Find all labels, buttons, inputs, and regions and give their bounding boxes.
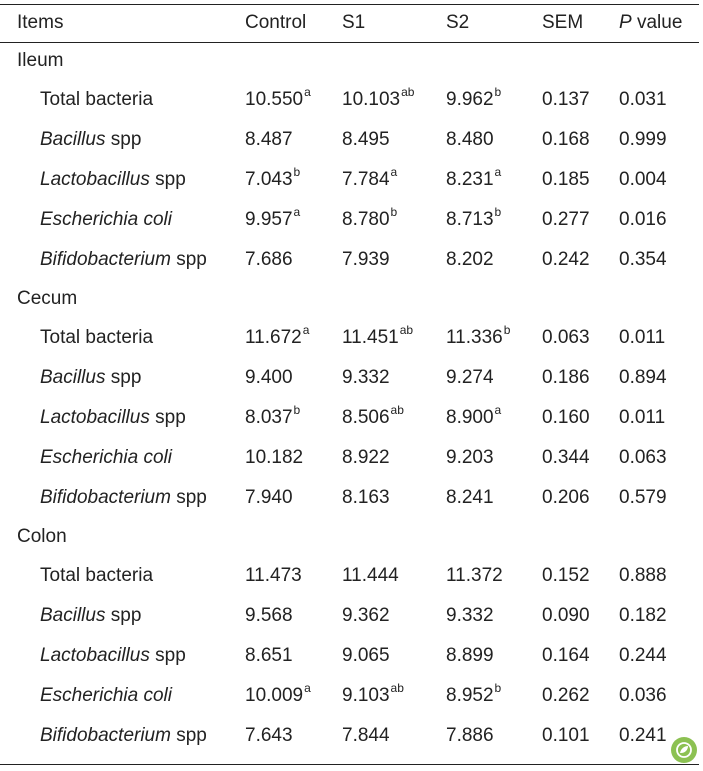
s1-superscript: a xyxy=(390,165,398,179)
control-superscript: a xyxy=(304,85,311,99)
item-cell xyxy=(0,636,245,676)
header-control: Control xyxy=(245,12,307,33)
s2-cell xyxy=(446,676,542,716)
p-value-cell: 0.016 xyxy=(619,209,667,230)
s2-cell xyxy=(446,398,542,438)
header-p-value xyxy=(619,4,699,42)
table-row xyxy=(0,556,699,596)
p-value-cell: 0.063 xyxy=(619,447,667,468)
s2-value: 11.336 xyxy=(446,327,503,348)
item-genus: Bifidobacterium xyxy=(40,725,171,746)
p-value-cell: 0.036 xyxy=(619,685,667,706)
control-value: 7.686 xyxy=(245,249,293,270)
item-genus: Bifidobacterium xyxy=(40,249,171,270)
item-suffix: spp xyxy=(149,645,186,666)
s1-superscript: ab xyxy=(390,681,404,695)
s2-value: 8.900 xyxy=(446,407,494,428)
s2-cell xyxy=(446,438,542,478)
header-p-rest: value xyxy=(631,12,683,33)
s2-value: 9.962 xyxy=(446,89,494,110)
s2-value: 8.713 xyxy=(446,209,494,230)
control-cell xyxy=(245,716,342,756)
table-row xyxy=(0,80,699,120)
control-value: 7.643 xyxy=(245,725,293,746)
sem-cell: 0.242 xyxy=(542,249,590,270)
s1-superscript: ab xyxy=(401,85,415,99)
item-genus: Lactobacillus xyxy=(40,169,150,190)
p-value-cell: 0.999 xyxy=(619,129,667,150)
p-value-cell: 0.031 xyxy=(619,89,667,110)
header-p-italic: P xyxy=(619,12,632,33)
item-suffix: spp xyxy=(105,129,142,150)
control-cell xyxy=(245,636,342,676)
table-row xyxy=(0,478,699,518)
s1-value: 7.939 xyxy=(342,249,390,270)
item-cell xyxy=(0,358,245,398)
item-suffix: spp xyxy=(149,169,186,190)
s2-value: 8.231 xyxy=(446,169,494,190)
s2-cell xyxy=(446,716,542,756)
table-row xyxy=(0,676,699,716)
s1-value: 7.844 xyxy=(342,725,390,746)
section-row xyxy=(0,42,699,80)
table-row xyxy=(0,398,699,438)
control-value: 11.473 xyxy=(245,565,302,586)
section-label: Colon xyxy=(17,526,67,547)
s2-value: 8.952 xyxy=(446,685,494,706)
p-value-cell: 0.182 xyxy=(619,605,667,626)
table-row xyxy=(0,596,699,636)
item-cell xyxy=(0,80,245,120)
item-cell xyxy=(0,200,245,240)
s2-cell xyxy=(446,160,542,200)
sem-cell: 0.160 xyxy=(542,407,590,428)
header-s1: S1 xyxy=(342,12,366,33)
s1-cell xyxy=(342,358,446,398)
s1-cell xyxy=(342,596,446,636)
s1-value: 11.451 xyxy=(342,327,399,348)
control-cell xyxy=(245,120,342,160)
control-cell xyxy=(245,676,342,716)
control-cell xyxy=(245,438,342,478)
table-row xyxy=(0,358,699,398)
item-genus: Escherichia coli xyxy=(40,209,172,230)
control-value: 9.568 xyxy=(245,605,293,626)
control-value: 9.400 xyxy=(245,367,293,388)
s1-superscript: ab xyxy=(390,403,404,417)
s2-value: 8.202 xyxy=(446,249,494,270)
item-cell xyxy=(0,318,245,358)
sem-cell: 0.137 xyxy=(542,89,590,110)
p-value-cell: 0.894 xyxy=(619,367,667,388)
s1-value: 9.362 xyxy=(342,605,390,626)
p-value-cell: 0.011 xyxy=(619,407,666,428)
table-row xyxy=(0,636,699,676)
s1-value: 8.922 xyxy=(342,447,390,468)
sem-cell: 0.186 xyxy=(542,367,590,388)
p-value-cell: 0.888 xyxy=(619,565,667,586)
control-value: 9.957 xyxy=(245,209,293,230)
s1-value: 10.103 xyxy=(342,89,401,110)
s1-cell xyxy=(342,160,446,200)
control-cell xyxy=(245,596,342,636)
item-name: Total bacteria xyxy=(40,89,154,110)
control-value: 10.009 xyxy=(245,685,304,706)
s1-cell xyxy=(342,676,446,716)
control-cell xyxy=(245,200,342,240)
s2-cell xyxy=(446,200,542,240)
s2-cell xyxy=(446,240,542,280)
control-value: 7.043 xyxy=(245,169,293,190)
springer-leaf-icon xyxy=(671,737,697,763)
control-cell xyxy=(245,398,342,438)
item-genus: Escherichia coli xyxy=(40,447,172,468)
s1-value: 8.780 xyxy=(342,209,390,230)
p-value-cell: 0.579 xyxy=(619,487,667,508)
s1-cell xyxy=(342,240,446,280)
s2-cell xyxy=(446,358,542,398)
control-cell xyxy=(245,478,342,518)
table-row xyxy=(0,318,699,358)
s2-cell xyxy=(446,636,542,676)
section-label: Ileum xyxy=(17,50,64,71)
item-genus: Bifidobacterium xyxy=(40,487,171,508)
table-bottom-rule xyxy=(0,764,699,765)
s2-cell xyxy=(446,478,542,518)
s2-superscript: a xyxy=(494,403,502,417)
header-sem: SEM xyxy=(542,12,584,33)
item-genus: Bacillus xyxy=(40,605,106,626)
sem-cell: 0.063 xyxy=(542,327,590,348)
item-cell xyxy=(0,398,245,438)
s1-cell xyxy=(342,120,446,160)
item-suffix: spp xyxy=(149,407,186,428)
sem-cell: 0.277 xyxy=(542,209,590,230)
control-superscript: a xyxy=(293,205,301,219)
sem-cell: 0.185 xyxy=(542,169,590,190)
item-cell xyxy=(0,240,245,280)
s1-cell xyxy=(342,80,446,120)
data-table xyxy=(0,4,699,756)
s1-cell xyxy=(342,636,446,676)
s2-value: 9.203 xyxy=(446,447,494,468)
item-cell xyxy=(0,556,245,596)
s1-cell xyxy=(342,556,446,596)
table-row xyxy=(0,200,699,240)
control-cell xyxy=(245,556,342,596)
s2-value: 11.372 xyxy=(446,565,503,586)
item-genus: Bacillus xyxy=(40,367,106,388)
s2-value: 9.274 xyxy=(446,367,494,388)
item-genus: Lactobacillus xyxy=(40,645,150,666)
sem-cell: 0.344 xyxy=(542,447,590,468)
control-value: 8.487 xyxy=(245,129,293,150)
control-cell xyxy=(245,358,342,398)
s1-cell xyxy=(342,478,446,518)
p-value-cell: 0.241 xyxy=(619,725,667,746)
item-cell xyxy=(0,716,245,756)
s2-value: 8.899 xyxy=(446,645,494,666)
s2-superscript: b xyxy=(503,323,511,337)
sem-cell: 0.152 xyxy=(542,565,590,586)
control-cell xyxy=(245,318,342,358)
section-label: Cecum xyxy=(17,288,78,309)
sem-cell: 0.090 xyxy=(542,605,590,626)
table-row xyxy=(0,240,699,280)
p-value-cell: 0.354 xyxy=(619,249,667,270)
sem-cell: 0.164 xyxy=(542,645,590,666)
s1-cell xyxy=(342,318,446,358)
item-genus: Escherichia coli xyxy=(40,685,172,706)
s1-value: 9.103 xyxy=(342,685,390,706)
s2-superscript: a xyxy=(494,165,502,179)
s1-superscript: b xyxy=(390,205,398,219)
control-value: 7.940 xyxy=(245,487,293,508)
s2-cell xyxy=(446,80,542,120)
s2-cell xyxy=(446,120,542,160)
s1-value: 7.784 xyxy=(342,169,390,190)
table-row xyxy=(0,160,699,200)
s2-value: 9.332 xyxy=(446,605,494,626)
s1-cell xyxy=(342,200,446,240)
item-cell xyxy=(0,676,245,716)
sem-cell: 0.206 xyxy=(542,487,590,508)
table-header-row xyxy=(0,4,699,42)
item-suffix: spp xyxy=(170,725,207,746)
control-superscript: b xyxy=(293,165,301,179)
table-row xyxy=(0,438,699,478)
item-suffix: spp xyxy=(105,605,142,626)
p-value-cell: 0.011 xyxy=(619,327,666,348)
item-genus: Lactobacillus xyxy=(40,407,150,428)
item-cell xyxy=(0,160,245,200)
s2-cell xyxy=(446,318,542,358)
control-value: 10.550 xyxy=(245,89,304,110)
sem-cell: 0.168 xyxy=(542,129,590,150)
s2-value: 8.480 xyxy=(446,129,494,150)
table-row xyxy=(0,716,699,756)
control-superscript: a xyxy=(302,323,310,337)
control-cell xyxy=(245,240,342,280)
control-value: 8.037 xyxy=(245,407,293,428)
s1-value: 9.332 xyxy=(342,367,390,388)
s2-value: 7.886 xyxy=(446,725,494,746)
s1-cell xyxy=(342,438,446,478)
p-value-cell: 0.004 xyxy=(619,169,667,190)
sem-cell: 0.262 xyxy=(542,685,590,706)
s1-cell xyxy=(342,716,446,756)
control-cell xyxy=(245,160,342,200)
item-cell xyxy=(0,438,245,478)
section-row xyxy=(0,280,699,318)
item-cell xyxy=(0,478,245,518)
item-suffix: spp xyxy=(105,367,142,388)
s1-value: 8.506 xyxy=(342,407,390,428)
s2-superscript: b xyxy=(494,205,502,219)
item-genus: Bacillus xyxy=(40,129,106,150)
s2-value: 8.241 xyxy=(446,487,494,508)
section-row xyxy=(0,518,699,556)
s2-cell xyxy=(446,596,542,636)
item-cell xyxy=(0,120,245,160)
s2-cell xyxy=(446,556,542,596)
header-items: Items xyxy=(17,12,64,33)
leaf-glyph-icon xyxy=(675,741,693,759)
item-name: Total bacteria xyxy=(40,327,154,348)
s1-value: 9.065 xyxy=(342,645,390,666)
s1-cell xyxy=(342,398,446,438)
item-suffix: spp xyxy=(170,487,207,508)
s1-value: 11.444 xyxy=(342,565,399,586)
control-superscript: b xyxy=(293,403,301,417)
control-value: 10.182 xyxy=(245,447,304,468)
s2-superscript: b xyxy=(494,85,502,99)
header-s2: S2 xyxy=(446,12,470,33)
control-value: 11.672 xyxy=(245,327,302,348)
item-cell xyxy=(0,596,245,636)
table-row xyxy=(0,120,699,160)
s1-value: 8.163 xyxy=(342,487,390,508)
control-superscript: a xyxy=(304,681,311,695)
s1-superscript: ab xyxy=(399,323,414,337)
s2-superscript: b xyxy=(494,681,502,695)
item-name: Total bacteria xyxy=(40,565,154,586)
control-value: 8.651 xyxy=(245,645,293,666)
control-cell xyxy=(245,80,342,120)
s1-value: 8.495 xyxy=(342,129,390,150)
p-value-cell: 0.244 xyxy=(619,645,667,666)
item-suffix: spp xyxy=(170,249,207,270)
sem-cell: 0.101 xyxy=(542,725,590,746)
